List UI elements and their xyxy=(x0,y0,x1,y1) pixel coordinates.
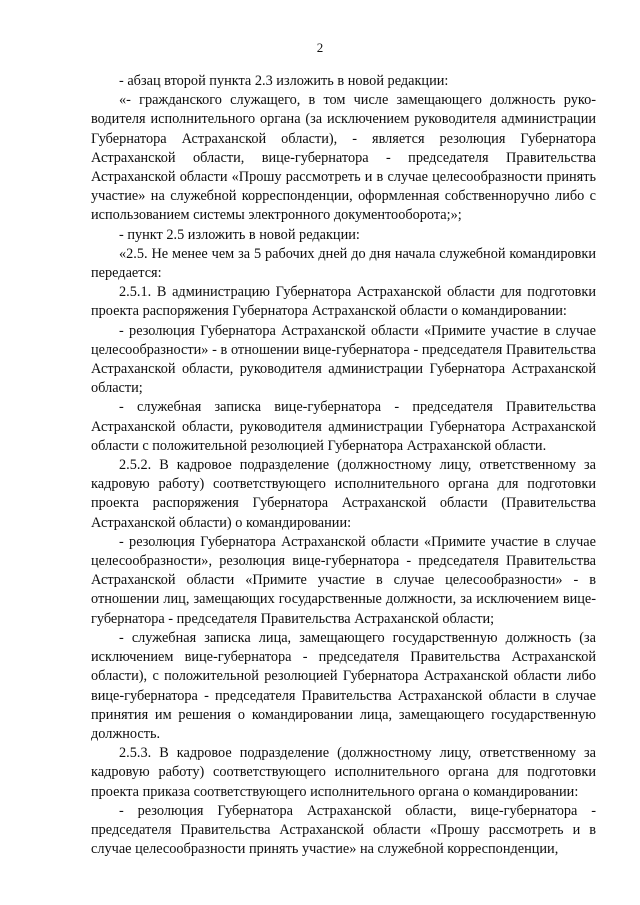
paragraph: 2.5.1. В администрацию Губернатора Астраханской области для подготовки проекта распоряжения Губернатора Астраханской области о командировании: xyxy=(91,284,596,320)
paragraph: «- гражданского служащего, в том числе замещающего должность руководителя исполнительного органа (за исключением руководителя администрации Губернатора Астраханской области), - является резолюция Губернатора Астраханской области, вице-губернатора - председателя Правительства Астраханской области «Прошу рассмотреть и в случае целесообразности принять участие» на служебной корреспонденции, оформленная собственноручно либо с использованием системы электронного документооборота;»; xyxy=(91,92,596,224)
page-number: 2 xyxy=(316,40,324,55)
paragraph: 2.5.3. В кадровое подразделение (должностному лицу, ответственному за кадровую работу) соответствующего исполнительного органа для подготовки проекта приказа соответствующего исполнительного органа о командировании: xyxy=(91,745,596,800)
paragraph: «2.5. Не менее чем за 5 рабочих дней до дня начала служебной командировки передается: xyxy=(91,245,596,282)
document-body xyxy=(91,72,596,859)
paragraph: 2.5.2. В кадровое подразделение (должностному лицу, ответственному за кадровую работу) соответствующего исполнительного органа для подготовки проекта распоряжения Губернатора Астраханской области (Правительства Астраханской области) о командировании: xyxy=(91,457,596,531)
paragraph: - служебная записка лица, замещающего государственную должность (за исключением вице-губернатора - председателя Правительства Астраханской области), с положительной резолюцией Губернатора Астраханской области либо вице-губернатора - председателя Правительства Астраханской области в случае принятия им решения о командировании лица, замещающего государственную должность. xyxy=(91,629,596,742)
paragraph: - резолюция Губернатора Астраханской области, вице-губернатора - председателя Правительства Астраханской области «Прошу рассмотреть и в случае целесообразности принять участие» на служебной корреспонденции, xyxy=(91,802,596,858)
paragraph: - резолюция Губернатора Астраханской области «Примите участие в случае целесообразности», резолюция вице-губернатора - председателя Правительства Астраханской области «Примите участие в случае целесообразности» - в отношении лиц, замещающих государственные должности, за исключением вице-губернатора - председателя Правительства Астраханской области; xyxy=(91,533,596,627)
paragraph: - абзац второй пункта 2.3 изложить в новой редакции: xyxy=(119,73,449,89)
paragraph: - резолюция Губернатора Астраханской области «Примите участие в случае целесообразности» - в отношении вице-губернатора - председателя Правительства Астраханской области, руководителя администрации Губернатора Астраханской области; xyxy=(91,322,596,397)
paragraph: - пункт 2.5 изложить в новой редакции: xyxy=(119,226,360,243)
paragraph: - служебная записка вице-губернатора - председателя Правительства Астраханской области, руководителя администрации Губернатора Астраханской области с положительной резолюцией Губернатора Астраханской области. xyxy=(91,399,596,454)
